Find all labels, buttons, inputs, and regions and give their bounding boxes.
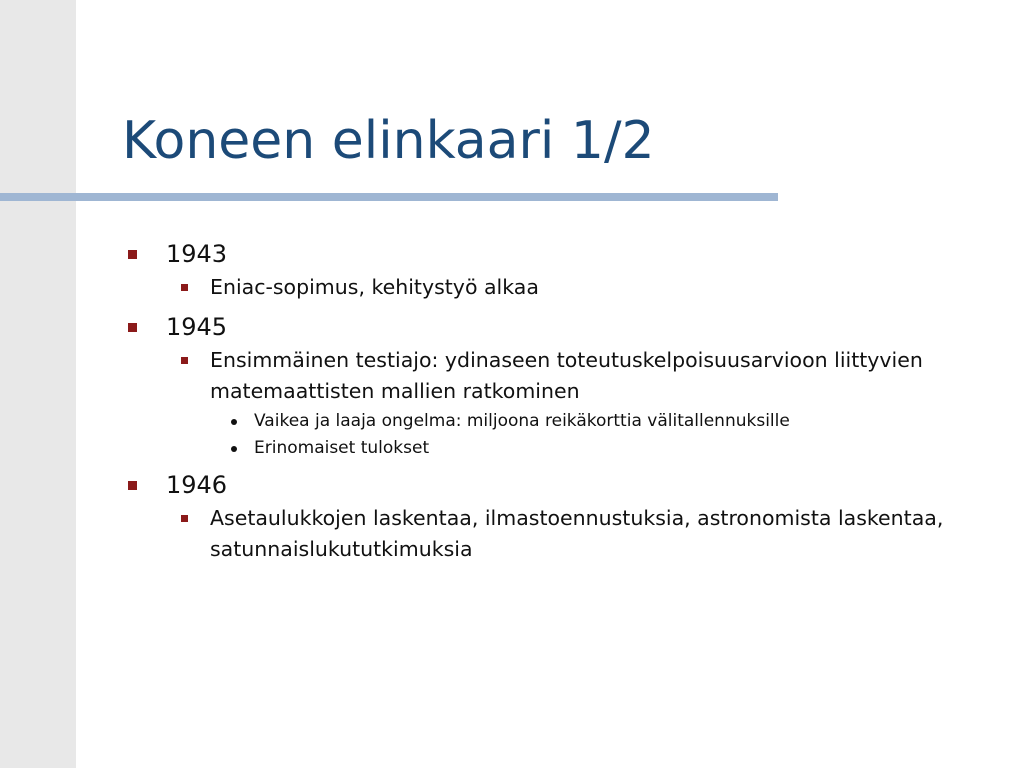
left-decorative-band bbox=[0, 0, 76, 768]
square-bullet-icon bbox=[128, 323, 137, 332]
list-subitem-text: Ensimmäinen testiajo: ydinaseen toteutuskelpoisuusarvioon liittyvien matemaattisten mallien ratkominen bbox=[210, 348, 923, 403]
square-bullet-icon bbox=[128, 481, 137, 490]
list-subsubitem-text: Erinomaiset tulokset bbox=[254, 438, 430, 458]
list-item-1946 bbox=[128, 467, 1008, 503]
round-bullet-icon bbox=[231, 446, 237, 452]
title-underline-rule bbox=[0, 193, 778, 201]
list-subsubitem bbox=[128, 409, 1008, 434]
round-bullet-icon bbox=[231, 419, 237, 425]
list-item-text: 1943 bbox=[166, 240, 228, 268]
list-item-1943 bbox=[128, 236, 1008, 272]
list-item-text: 1945 bbox=[166, 313, 228, 341]
list-subitem-text: Eniac-sopimus, kehitystyö alkaa bbox=[210, 275, 539, 299]
square-bullet-icon bbox=[128, 250, 137, 259]
list-subitem bbox=[128, 272, 1008, 303]
square-bullet-icon bbox=[181, 515, 188, 522]
list-item-text: 1946 bbox=[166, 471, 228, 499]
list-subitem bbox=[128, 345, 1008, 407]
square-bullet-icon bbox=[181, 357, 188, 364]
list-subitem-text: Asetaulukkojen laskentaa, ilmastoennustuksia, astronomista laskentaa, satunnaislukututkimuksia bbox=[210, 506, 944, 561]
slide-title: Koneen elinkaari 1/2 bbox=[122, 111, 655, 171]
bullet-list bbox=[128, 236, 1008, 565]
list-item-1945 bbox=[128, 309, 1008, 345]
square-bullet-icon bbox=[181, 284, 188, 291]
list-subsubitem-text: Vaikea ja laaja ongelma: miljoona reikäkorttia välitallennuksille bbox=[254, 411, 790, 431]
list-subsubitem bbox=[128, 436, 1008, 461]
list-subitem bbox=[128, 503, 1008, 565]
